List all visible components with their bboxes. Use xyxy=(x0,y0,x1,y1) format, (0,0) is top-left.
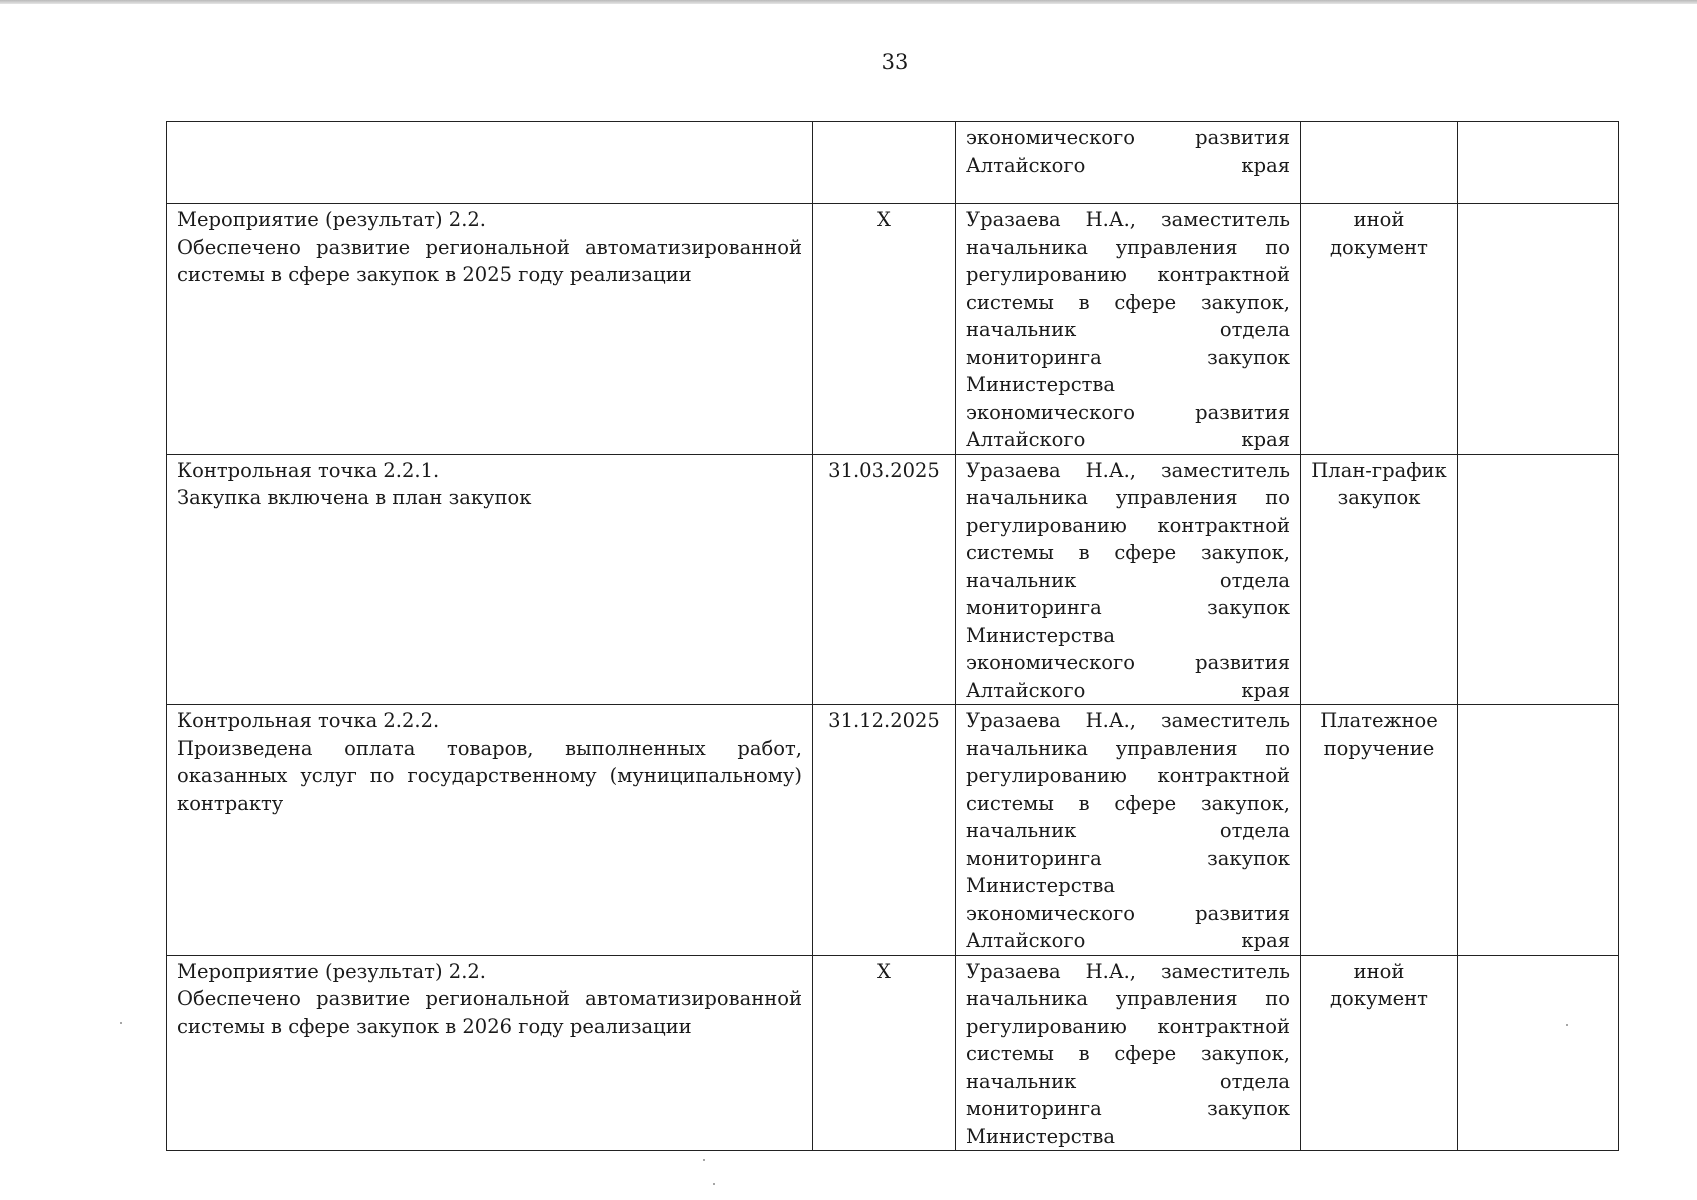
extra-cell xyxy=(1458,204,1619,455)
extra-cell xyxy=(1458,122,1619,204)
table-row xyxy=(167,454,1619,705)
deadline-cell: X xyxy=(813,204,956,455)
event-cell xyxy=(167,955,813,1151)
table-row xyxy=(167,122,1619,204)
event-description: Обеспечено развитие региональной автоматизированной системы в сфере закупок в 2025 году реализации xyxy=(177,235,802,286)
document-type-cell: План-график закупок xyxy=(1301,454,1458,705)
page-number: 33 xyxy=(881,50,909,74)
responsible-cell: Уразаева Н.А., заместитель начальника управления по регулированию контрактной системы в сфере закупок, начальник отдела мониторинга закупок Министерства экономического развития Алтайского края xyxy=(956,454,1301,705)
responsible-cell: Уразаева Н.А., заместитель начальника управления по регулированию контрактной системы в сфере закупок, начальник отдела мониторинга закупок Министерства экономического развития Алтайского края xyxy=(956,705,1301,956)
scan-top-edge xyxy=(0,0,1697,4)
responsible-cell: Уразаева Н.А., заместитель начальника управления по регулированию контрактной системы в сфере закупок, начальник отдела мониторинга закупок Министерства xyxy=(956,955,1301,1151)
extra-cell xyxy=(1458,454,1619,705)
document-type-cell: иной документ xyxy=(1301,955,1458,1151)
event-cell xyxy=(167,454,813,705)
event-cell xyxy=(167,204,813,455)
responsible-cell: экономического развития Алтайского края xyxy=(956,122,1301,204)
event-title: Контрольная точка 2.2.2. xyxy=(177,709,440,732)
event-title: Мероприятие (результат) 2.2. xyxy=(177,959,486,983)
deadline-cell xyxy=(813,122,956,204)
event-description: Обеспечено развитие региональной автоматизированной системы в сфере закупок в 2026 году реализации xyxy=(177,987,802,1038)
scan-speck xyxy=(713,1183,715,1185)
responsible-cell: Уразаева Н.А., заместитель начальника управления по регулированию контрактной системы в сфере закупок, начальник отдела мониторинга закупок Министерства экономического развития Алтайского края xyxy=(956,204,1301,455)
scan-speck xyxy=(1566,1024,1568,1026)
document-type-cell: Платежное поручение xyxy=(1301,705,1458,956)
document-type-cell: иной документ xyxy=(1301,204,1458,455)
document-type-cell xyxy=(1301,122,1458,204)
table-row xyxy=(167,204,1619,455)
table-row xyxy=(167,955,1619,1151)
plan-table xyxy=(166,121,1619,1151)
extra-cell xyxy=(1458,955,1619,1151)
event-title: Мероприятие (результат) 2.2. xyxy=(177,208,486,231)
event-cell xyxy=(167,122,813,204)
table-row xyxy=(167,705,1619,956)
event-description: Произведена оплата товаров, выполненных работ, оказанных услуг по государственному (муниципальному) контракту xyxy=(177,736,802,815)
extra-cell xyxy=(1458,705,1619,956)
event-description: Закупка включена в план закупок xyxy=(177,486,532,509)
scan-speck xyxy=(703,1159,705,1161)
scan-speck xyxy=(120,1022,122,1024)
deadline-cell: X xyxy=(813,955,956,1151)
event-cell xyxy=(167,705,813,956)
deadline-cell: 31.03.2025 xyxy=(813,454,956,705)
deadline-cell: 31.12.2025 xyxy=(813,705,956,956)
event-title: Контрольная точка 2.2.1. xyxy=(177,458,440,482)
